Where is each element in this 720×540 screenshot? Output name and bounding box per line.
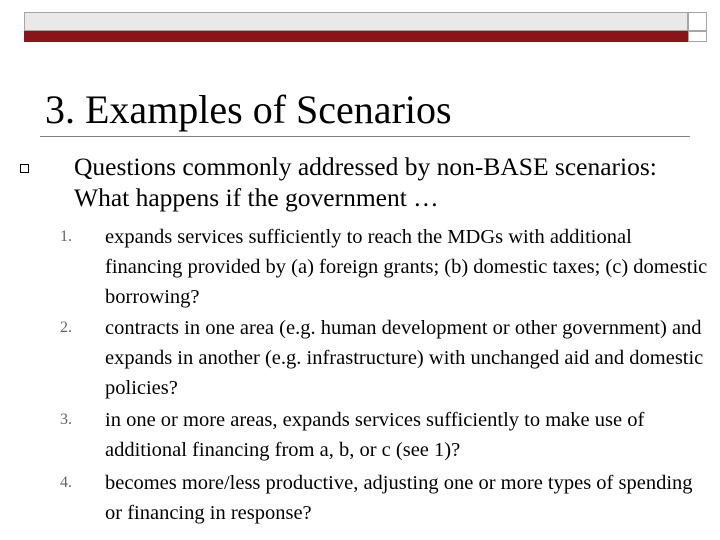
list-number: 4. xyxy=(60,474,72,491)
header-band-corner xyxy=(688,12,707,31)
list-item-text: contracts in one area (e.g. human development or other government) and expands in another (e.g. infrastructure) with unchanged aid and domestic policies? xyxy=(105,317,704,399)
main-question: Questions commonly addressed by non-BASE scenarios: What happens if the government … xyxy=(74,152,657,212)
list-number: 1. xyxy=(60,228,72,245)
list-item-text: in one or more areas, expands services sufficiently to make use of additional financing from a, b, or c (see 1)? xyxy=(105,409,645,461)
list-number: 3. xyxy=(60,411,72,428)
list-number: 2. xyxy=(60,319,72,336)
accent-bar-corner xyxy=(688,31,707,42)
header-band xyxy=(24,12,688,31)
slide-title: 3. Examples of Scenarios xyxy=(45,87,452,132)
list-item-text: expands services sufficiently to reach the MDGs with additional financing provided by (a) foreign grants; (b) domestic taxes; (c) domestic borrowing? xyxy=(105,226,708,308)
title-rule xyxy=(40,136,690,137)
list-item-text: becomes more/less productive, adjusting one or more types of spending or financing in response? xyxy=(105,472,693,524)
square-bullet-icon xyxy=(20,164,29,173)
accent-bar xyxy=(24,31,688,42)
